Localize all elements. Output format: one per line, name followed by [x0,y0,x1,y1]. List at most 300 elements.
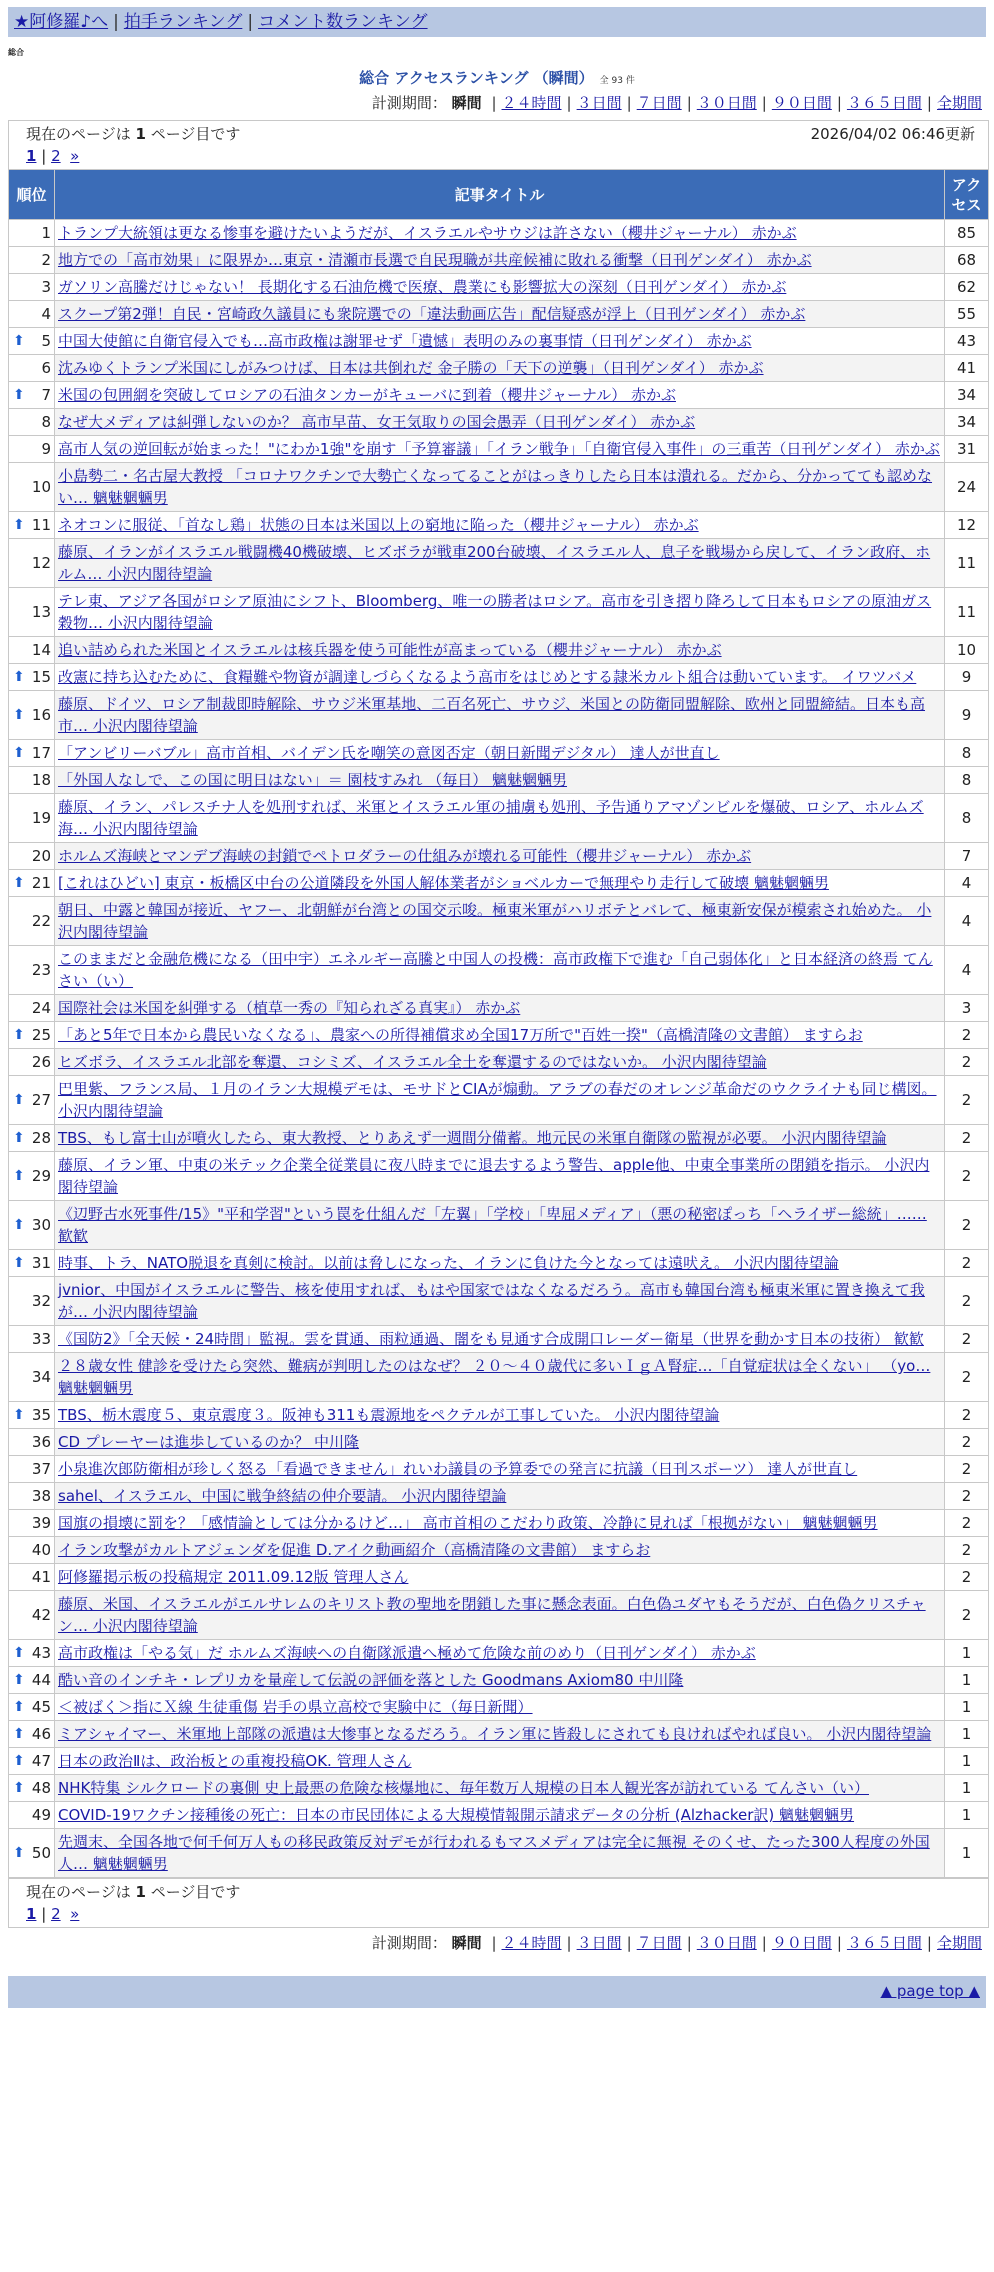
table-row [9,1775,989,1802]
article-title-link[interactable]: 中国大使館に自衛官侵入でも…高市政権は謝罪せず「遺憾」表明のみの裏事情（日刊ゲンダイ） 赤かぶ [58,332,752,350]
rank-number: 37 [31,1460,51,1478]
access-count: 2 [945,1537,989,1564]
table-row [9,870,989,897]
access-count: 1 [945,1802,989,1829]
title-cell [55,382,945,409]
rank-cell [9,637,55,664]
rank-up-arrow-icon: ⬆ [13,745,25,761]
article-title-link[interactable]: 高市政権は「やる気」だ ホルムズ海峡への自衛隊派遣へ極めて危険な前のめり（日刊ゲンダイ） 赤かぶ [58,1644,756,1662]
title-cell [55,512,945,539]
article-title-link[interactable]: 国際社会は米国を糾弾する（植草一秀の『知られざる真実』） 赤かぶ [58,999,521,1017]
rank-cell [9,1802,55,1829]
title-cell [55,1326,945,1353]
page-2-link[interactable]: 2 [51,147,61,165]
table-row [9,1667,989,1694]
rank-number: 20 [31,847,51,865]
article-title-link[interactable]: このままだと金融危機になる（田中宇）エネルギー高騰と中国人の投機：高市政権下で進む「自己弱体化」と日本経済の終焉 てんさい（い） [58,950,933,990]
rank-number: 40 [31,1541,51,1559]
article-title-link[interactable]: 追い詰められた米国とイスラエルは核兵器を使う可能性が高まっている（櫻井ジャーナル） 赤かぶ [58,641,722,659]
table-row [9,1250,989,1277]
article-title-link[interactable]: 高市人気の逆回転が始まった！"にわか1強"を崩す「予算審議」「イラン戦争」「自衛官侵入事件」の三重苦（日刊ゲンダイ） 赤かぶ [58,440,940,458]
page-title [0,67,994,88]
title-cell [55,463,945,512]
table-row [9,355,989,382]
rank-cell [9,1402,55,1429]
next-page-link[interactable]: » [70,147,80,165]
article-title-link[interactable]: 藤原、米国、イスラエルがエルサレムのキリスト教の聖地を閉鎖した事に懸念表面。白色偽ユダヤもそうだが、白色偽クリスチャン… 小沢内閣待望論 [58,1595,926,1635]
table-row [9,247,989,274]
table-row [9,897,989,946]
table-row [9,1456,989,1483]
rank-number: 25 [31,1026,51,1044]
rank-number: 2 [41,251,51,269]
period-separator: | [491,94,497,112]
title-cell [55,1456,945,1483]
article-title-link[interactable]: 先週末、全国各地で何千何万人もの移民政策反対デモが行われるもマスメディアは完全に無視 そのくせ、たった300人程度の外国人… 魑魅魍魎男 [58,1833,930,1873]
rank-number: 23 [31,961,51,979]
table-row [9,1201,989,1250]
access-count: 43 [945,328,989,355]
rank-cell [9,1483,55,1510]
rank-cell [9,436,55,463]
rank-cell [9,1748,55,1775]
rank-number: 41 [31,1568,51,1586]
article-title-link[interactable]: 「外国人なしで、この国に明日はない」＝ 園枝すみれ （毎日） 魑魅魍魎男 [58,771,568,789]
rank-cell [9,767,55,794]
period-separator: | [836,94,842,112]
article-title-link[interactable]: 朝日、中露と韓国が接近、ヤフー、北朝鮮が台湾との国交示唆。極東米軍がハリボテとバレて、極東新安保が模索され始めた。 小沢内閣待望論 [58,901,932,941]
rank-cell [9,1429,55,1456]
title-cell [55,1775,945,1802]
rank-cell [9,946,55,995]
article-title-link[interactable]: 小島勢二・名古屋大教授 「コロナワクチンで大勢亡くなってることがはっきりしたら日本は潰れる。だから、分かってても認めない… 魑魅魍魎男 [58,467,933,507]
rank-cell [9,274,55,301]
title-cell [55,1667,945,1694]
period-separator: | [566,94,572,112]
page-2-link-bottom[interactable]: 2 [51,1905,61,1923]
period-link-0[interactable]: ２４時間 [501,94,562,112]
article-title-link[interactable]: 日本の政治Ⅱは、政治板との重複投稿OK. 管理人さん [58,1752,412,1770]
rank-cell [9,1591,55,1640]
title-cell [55,588,945,637]
access-count: 9 [945,691,989,740]
rank-cell [9,301,55,328]
rank-up-arrow-icon: ⬆ [13,1726,25,1742]
article-title-link[interactable]: ＜被ばく＞指にＸ線 生徒重傷 岩手の県立高校で実験中に（毎日新聞） [58,1698,533,1716]
title-cell [55,995,945,1022]
article-title-link[interactable]: ホルムズ海峡とマンデブ海峡の封鎖でペトロダラーの仕組みが壊れる可能性（櫻井ジャーナル） 赤かぶ [58,847,752,865]
title-cell [55,637,945,664]
table-row [9,664,989,691]
article-title-link[interactable]: CD プレーヤーは進歩しているのか？ 中川隆 [58,1433,359,1451]
access-count: 2 [945,1022,989,1049]
table-row [9,301,989,328]
title-cell [55,1483,945,1510]
table-row [9,691,989,740]
access-count: 1 [945,1721,989,1748]
rank-number: 47 [31,1752,51,1770]
page-top-link[interactable]: ▲ page top ▲ [880,1982,980,2000]
title-cell [55,1694,945,1721]
access-count: 2 [945,1152,989,1201]
title-cell [55,1802,945,1829]
period-separator: | [836,1934,842,1952]
access-count: 1 [945,1748,989,1775]
rank-cell [9,1277,55,1326]
access-count: 2 [945,1125,989,1152]
access-count: 1 [945,1829,989,1878]
access-count: 2 [945,1456,989,1483]
rank-cell [9,897,55,946]
rank-up-arrow-icon: ⬆ [13,1092,25,1108]
rank-up-arrow-icon: ⬆ [13,387,25,403]
period-selector [0,92,982,114]
title-cell [55,539,945,588]
nav-separator: | [247,12,254,32]
access-count: 2 [945,1326,989,1353]
table-row [9,588,989,637]
period-link-5[interactable]: ３６５日間 [846,94,922,112]
title-cell [55,1049,945,1076]
article-title-link[interactable]: 米国の包囲網を突破してロシアの石油タンカーがキューバに到着（櫻井ジャーナル） 赤かぶ [58,386,676,404]
rank-cell [9,220,55,247]
rank-number: 33 [31,1330,51,1348]
rank-number: 12 [31,554,51,572]
article-title-link[interactable]: TBS、栃木震度５、東京震度３。阪神も311も震源地をペクテルが工事していた。 小沢内閣待望論 [58,1406,720,1424]
rank-up-arrow-icon: ⬆ [13,1699,25,1715]
period-separator: | [491,1934,497,1952]
rank-cell [9,1640,55,1667]
rank-up-arrow-icon: ⬆ [13,875,25,891]
col-access-header: アクセス [945,170,989,220]
rank-cell [9,1201,55,1250]
rank-cell [9,247,55,274]
rank-up-arrow-icon: ⬆ [13,1168,25,1184]
rank-number: 48 [31,1779,51,1797]
table-row [9,1152,989,1201]
rank-cell [9,1152,55,1201]
rank-number: 49 [31,1806,51,1824]
access-count: 2 [945,1429,989,1456]
article-title-link[interactable]: 「アンビリーバブル」高市首相、バイデン氏を嘲笑の意図否定（朝日新聞デジタル） 達人が世直し [58,744,720,762]
table-row [9,1537,989,1564]
table-row [9,740,989,767]
article-title-link[interactable]: 藤原、イラン軍、中東の米テック企業全従業員に夜八時までに退去するよう警告、apple他、中東全事業所の閉鎖を指示。 小沢内閣待望論 [58,1156,930,1196]
access-count: 7 [945,843,989,870]
article-title-link[interactable]: 国旗の損壊に罰を？「感情論としては分かるけど…」 高市首相のこだわり政策、冷静に見れば「根拠がない」 魑魅魍魎男 [58,1514,878,1532]
rank-cell [9,870,55,897]
page-1-link-bottom[interactable]: 1 [26,1905,37,1923]
article-title-link[interactable]: テレ東、アジア各国がロシア原油にシフト、Bloomberg、唯一の勝者はロシア。高市を引き摺り降ろして日本もロシアの原油ガス穀物… 小沢内閣待望論 [58,592,932,632]
rank-number: 10 [31,478,51,496]
access-count: 8 [945,794,989,843]
title-cell [55,1591,945,1640]
article-title-link[interactable]: ２８歳女性 健診を受けたら突然、難病が判明したのはなぜ？ ２０～４０歳代に多いＩｇＡ腎症…「自覚症状は全くない」 （yo… 魑魅魍魎男 [58,1357,931,1397]
title-cell [55,1429,945,1456]
title-cell [55,1076,945,1125]
period-label: 計測期間： [371,94,447,112]
rank-number: 9 [41,440,51,458]
article-title-link[interactable]: トランプ大統領は更なる惨事を避けたいようだが、イスラエルやサウジは許さない（櫻井ジャーナル） 赤かぶ [58,224,797,242]
article-title-link[interactable]: TBS、もし富士山が噴火したら、東大教授、とりあえず一週間分備蓄。地元民の米軍自衛隊の監視が必要。 小沢内閣待望論 [58,1129,887,1147]
table-row [9,328,989,355]
access-count: 2 [945,1277,989,1326]
rank-number: 31 [31,1254,51,1272]
table-row [9,1829,989,1878]
access-count: 68 [945,247,989,274]
rank-cell [9,355,55,382]
ranking-table [8,120,989,1878]
total-count: 全 93 件 [599,76,635,86]
access-count: 11 [945,539,989,588]
period-link-4[interactable]: ９０日間 [771,1934,832,1952]
article-title-link[interactable]: 《辺野古水死事件/15》"平和学習"という罠を仕組んだ「左翼」「学校」「卑屈メディア」（悪の秘密ぽっち「ヘライザー総統」…… 歓歓 [58,1205,927,1245]
rank-number: 4 [41,305,51,323]
rank-number: 7 [41,386,51,404]
pager-bottom-table [8,1878,989,1928]
table-row [9,1721,989,1748]
col-rank-header: 順位 [9,170,55,220]
page-1-link[interactable]: 1 [26,147,37,165]
article-title-link[interactable]: ヒズボラ、イスラエル北部を奪還、コシミズ、イスラエル全土を奪還するのではないか。 小沢内閣待望論 [58,1053,767,1071]
access-count: 12 [945,512,989,539]
table-row [9,1277,989,1326]
rank-cell [9,1049,55,1076]
article-title-link[interactable]: ミアシャイマー、米軍地上部隊の派遣は大惨事となるだろう。イラン軍に皆殺しにされても良ければやれば良い。 小沢内閣待望論 [58,1725,932,1743]
access-count: 4 [945,946,989,995]
rank-cell [9,843,55,870]
rank-number: 18 [31,771,51,789]
rank-cell [9,463,55,512]
period-separator: | [626,94,632,112]
rank-up-arrow-icon: ⬆ [13,1645,25,1661]
rank-cell [9,1667,55,1694]
article-title-link[interactable]: 改憲に持ち込むために、食糧難や物資が調達しづらくなるよう高市をはじめとする隷米カルト組合は動いています。 イワツバメ [58,668,917,686]
rank-cell [9,1721,55,1748]
table-row [9,1353,989,1402]
article-title-link[interactable]: 藤原、ドイツ、ロシア制裁即時解除、サウジ米軍基地、二百名死亡、サウジ、米国との防衛同盟解除、欧州と同盟締結。日本も高市… 小沢内閣待望論 [58,695,926,735]
period-link-2[interactable]: ７日間 [636,94,682,112]
period-link-6[interactable]: 全期間 [936,94,982,112]
article-title-link[interactable]: sahel、イスラエル、中国に戦争終結の仲介要請。 小沢内閣待望論 [58,1487,507,1505]
article-title-link[interactable]: 《国防2》「全天候・24時間」監視。雲を貫通、雨粒通過、闇をも見通す合成開口レーダー衛星（世界を動かす日本の技術） 歓歓 [58,1330,924,1348]
access-count: 2 [945,1201,989,1250]
period-link-3[interactable]: ３０日間 [696,1934,757,1952]
article-title-link[interactable]: なぜ大メディアは糾弾しないのか？ 高市早苗、女王気取りの国会愚弄（日刊ゲンダイ） 赤かぶ [58,413,696,431]
period-link-6[interactable]: 全期間 [936,1934,982,1952]
access-count: 8 [945,767,989,794]
rank-cell [9,794,55,843]
rank-number: 17 [31,744,51,762]
period-current: 瞬間 [451,1934,482,1952]
period-link-1[interactable]: ３日間 [576,94,622,112]
title-cell [55,1748,945,1775]
table-row [9,436,989,463]
page-title-text: 総合 アクセスランキング （瞬間） [359,69,594,87]
access-count: 1 [945,1640,989,1667]
table-row [9,1748,989,1775]
table-row [9,794,989,843]
rank-up-arrow-icon: ⬆ [13,1130,25,1146]
period-separator: | [626,1934,632,1952]
article-title-link[interactable]: NHK特集 シルクロードの裏側 史上最悪の危険な核爆地に、毎年数万人規模の日本人観光客が訪れている てんさい（い） [58,1779,869,1797]
article-title-link[interactable]: 阿修羅掲示板の投稿規定 2011.09.12版 管理人さん [58,1568,409,1586]
home-link[interactable]: ★阿修羅♪へ [14,12,109,32]
rank-up-arrow-icon: ⬆ [13,1217,25,1233]
title-cell [55,436,945,463]
article-title-link[interactable]: 小泉進次郎防衛相が珍しく怒る「看過できません」れいわ議員の予算委での発言に抗議（日刊スポーツ） 達人が世直し [58,1460,858,1478]
period-link-5[interactable]: ３６５日間 [846,1934,922,1952]
table-row [9,463,989,512]
table-row [9,1049,989,1076]
rank-cell [9,1326,55,1353]
rank-number: 6 [41,359,51,377]
rank-cell [9,995,55,1022]
access-count: 4 [945,870,989,897]
table-row [9,1483,989,1510]
rank-cell [9,1694,55,1721]
update-timestamp: 2026/04/02 06:46更新 [810,125,976,143]
next-page-link-bottom[interactable]: » [70,1905,80,1923]
access-count: 2 [945,1564,989,1591]
article-title-link[interactable]: 酷い音のインチキ・レプリカを量産して伝説の評価を落とした Goodmans Axiom80 中川隆 [58,1671,684,1689]
table-row [9,382,989,409]
comment-ranking-link[interactable]: コメント数ランキング [258,12,428,32]
rank-number: 46 [31,1725,51,1743]
article-title-link[interactable]: jvnior、中国がイスラエルに警告、核を使用すれば、もはや国家ではなくなるだろう。高市も韓国台湾も極東米軍に置き換えて我が… 小沢内閣待望論 [58,1281,925,1321]
table-row [9,274,989,301]
access-count: 41 [945,355,989,382]
period-link-4[interactable]: ９０日間 [771,94,832,112]
table-row [9,1022,989,1049]
title-cell [55,1277,945,1326]
title-cell [55,1640,945,1667]
period-label: 計測期間： [371,1934,447,1952]
title-cell [55,1201,945,1250]
period-link-3[interactable]: ３０日間 [696,94,757,112]
access-count: 2 [945,1510,989,1537]
rank-number: 22 [31,912,51,930]
rank-cell [9,539,55,588]
rank-number: 3 [41,278,51,296]
title-cell [55,301,945,328]
table-row [9,1510,989,1537]
table-row [9,1076,989,1125]
rank-cell [9,740,55,767]
article-title-link[interactable]: 地方での「高市効果」に限界か…東京・清瀬市長選で自民現職が共産候補に敗れる衝撃（日刊ゲンダイ） 赤かぶ [58,251,812,269]
table-row [9,843,989,870]
period-link-2[interactable]: ７日間 [636,1934,682,1952]
title-cell [55,328,945,355]
rank-number: 1 [41,224,51,242]
rank-cell [9,1829,55,1878]
access-count: 9 [945,664,989,691]
rank-cell [9,664,55,691]
rank-number: 50 [31,1844,51,1862]
article-title-link[interactable]: 「あと5年で日本から農民いなくなる」、農家への所得補償求め全国17万所で"百姓一揆"（高橋清隆の文書館） ますらお [58,1026,863,1044]
rank-number: 21 [31,874,51,892]
clap-ranking-link[interactable]: 拍手ランキング [123,12,243,32]
rank-cell [9,1076,55,1125]
rank-up-arrow-icon: ⬆ [13,669,25,685]
title-cell [55,1537,945,1564]
table-header [9,170,989,220]
article-title-link[interactable]: ネオコンに服従、「首なし鶏」状態の日本は米国以上の窮地に陥った（櫻井ジャーナル） 赤かぶ [58,516,699,534]
period-separator: | [926,1934,932,1952]
title-cell [55,664,945,691]
article-title-link[interactable]: イラン攻撃がカルトアジェンダを促進 D.アイク動画紹介（高橋清隆の文書館） ますらお [58,1541,651,1559]
rank-number: 8 [41,413,51,431]
access-count: 10 [945,637,989,664]
access-count: 31 [945,436,989,463]
pager-top: 現在のページは 1 ページ目です 2026/04/02 06:46更新 1 | 2 » [9,121,989,170]
article-title-link[interactable]: 巴里紫、フランス局、１月のイラン大規模デモは、モサドとCIAが煽動。アラブの春だのオレンジ革命だのウクライナも同じ構図。 小沢内閣待望論 [58,1080,937,1120]
period-separator: | [926,94,932,112]
title-cell [55,794,945,843]
rank-cell [9,1250,55,1277]
period-link-1[interactable]: ３日間 [576,1934,622,1952]
rank-up-arrow-icon: ⬆ [13,1753,25,1769]
rank-up-arrow-icon: ⬆ [13,333,25,349]
access-count: 2 [945,1353,989,1402]
access-count: 11 [945,588,989,637]
rank-cell [9,1456,55,1483]
article-title-link[interactable]: 時事、トラ、NATO脱退を真剣に検討。以前は脅しになった、イランに負けた今となっては遠吠え。 小沢内閣待望論 [58,1254,839,1272]
table-row [9,1640,989,1667]
article-title-link[interactable]: ガソリン高騰だけじゃない！ 長期化する石油危機で医療、農業にも影響拡大の深刻（日刊ゲンダイ） 赤かぶ [58,278,787,296]
access-count: 34 [945,409,989,436]
access-count: 34 [945,382,989,409]
footer-bar [8,1976,986,2008]
title-cell [55,1250,945,1277]
rank-number: 29 [31,1167,51,1185]
article-title-link[interactable]: [これはひどい] 東京・板橋区中台の公道隣段を外国人解体業者がショベルカーで無理やり走行して破壊 魑魅魍魎男 [58,874,829,892]
current-page-text: 現在のページは 1 ページ目です [26,125,241,143]
period-link-0[interactable]: ２４時間 [501,1934,562,1952]
table-row [9,220,989,247]
rank-number: 42 [31,1606,51,1624]
title-cell [55,740,945,767]
title-cell [55,274,945,301]
rank-number: 38 [31,1487,51,1505]
article-title-link[interactable]: 藤原、イラン、パレスチナ人を処刑すれば、米軍とイスラエル軍の捕虜も処刑、予告通りアマゾンビルを爆破、ロシア、ホルムズ海… 小沢内閣待望論 [58,798,924,838]
title-cell [55,870,945,897]
article-title-link[interactable]: COVID-19ワクチン接種後の死亡：日本の市民団体による大規模情報開示請求データの分析 (Alzhacker訳) 魑魅魍魎男 [58,1806,855,1824]
title-cell [55,1152,945,1201]
period-separator: | [686,94,692,112]
table-row [9,995,989,1022]
top-nav-bar [8,7,986,37]
rank-number: 24 [31,999,51,1017]
article-title-link[interactable]: 藤原、イランがイスラエル戦闘機40機破壊、ヒズボラが戦車200台破壊、イスラエル人、息子を戦場から戻して、イラン政府、ホルム… 小沢内閣待望論 [58,543,931,583]
title-cell [55,843,945,870]
title-cell [55,1721,945,1748]
title-cell [55,1510,945,1537]
article-title-link[interactable]: スクープ第2弾！自民・宮崎政久議員にも衆院選での「違法動画広告」配信疑惑が浮上（日刊ゲンダイ） 赤かぶ [58,305,806,323]
table-row [9,1402,989,1429]
article-title-link[interactable]: 沈みゆくトランプ米国にしがみつけば、日本は共倒れだ 金子勝の「天下の逆襲」（日刊ゲンダイ） 赤かぶ [58,359,764,377]
rank-cell [9,409,55,436]
access-count: 24 [945,463,989,512]
table-row [9,539,989,588]
rank-up-arrow-icon: ⬆ [13,1027,25,1043]
rank-up-arrow-icon: ⬆ [13,1672,25,1688]
access-count: 1 [945,1694,989,1721]
category-label: 総合 [8,48,24,57]
rank-number: 16 [31,706,51,724]
title-cell [55,220,945,247]
rank-number: 11 [31,516,51,534]
